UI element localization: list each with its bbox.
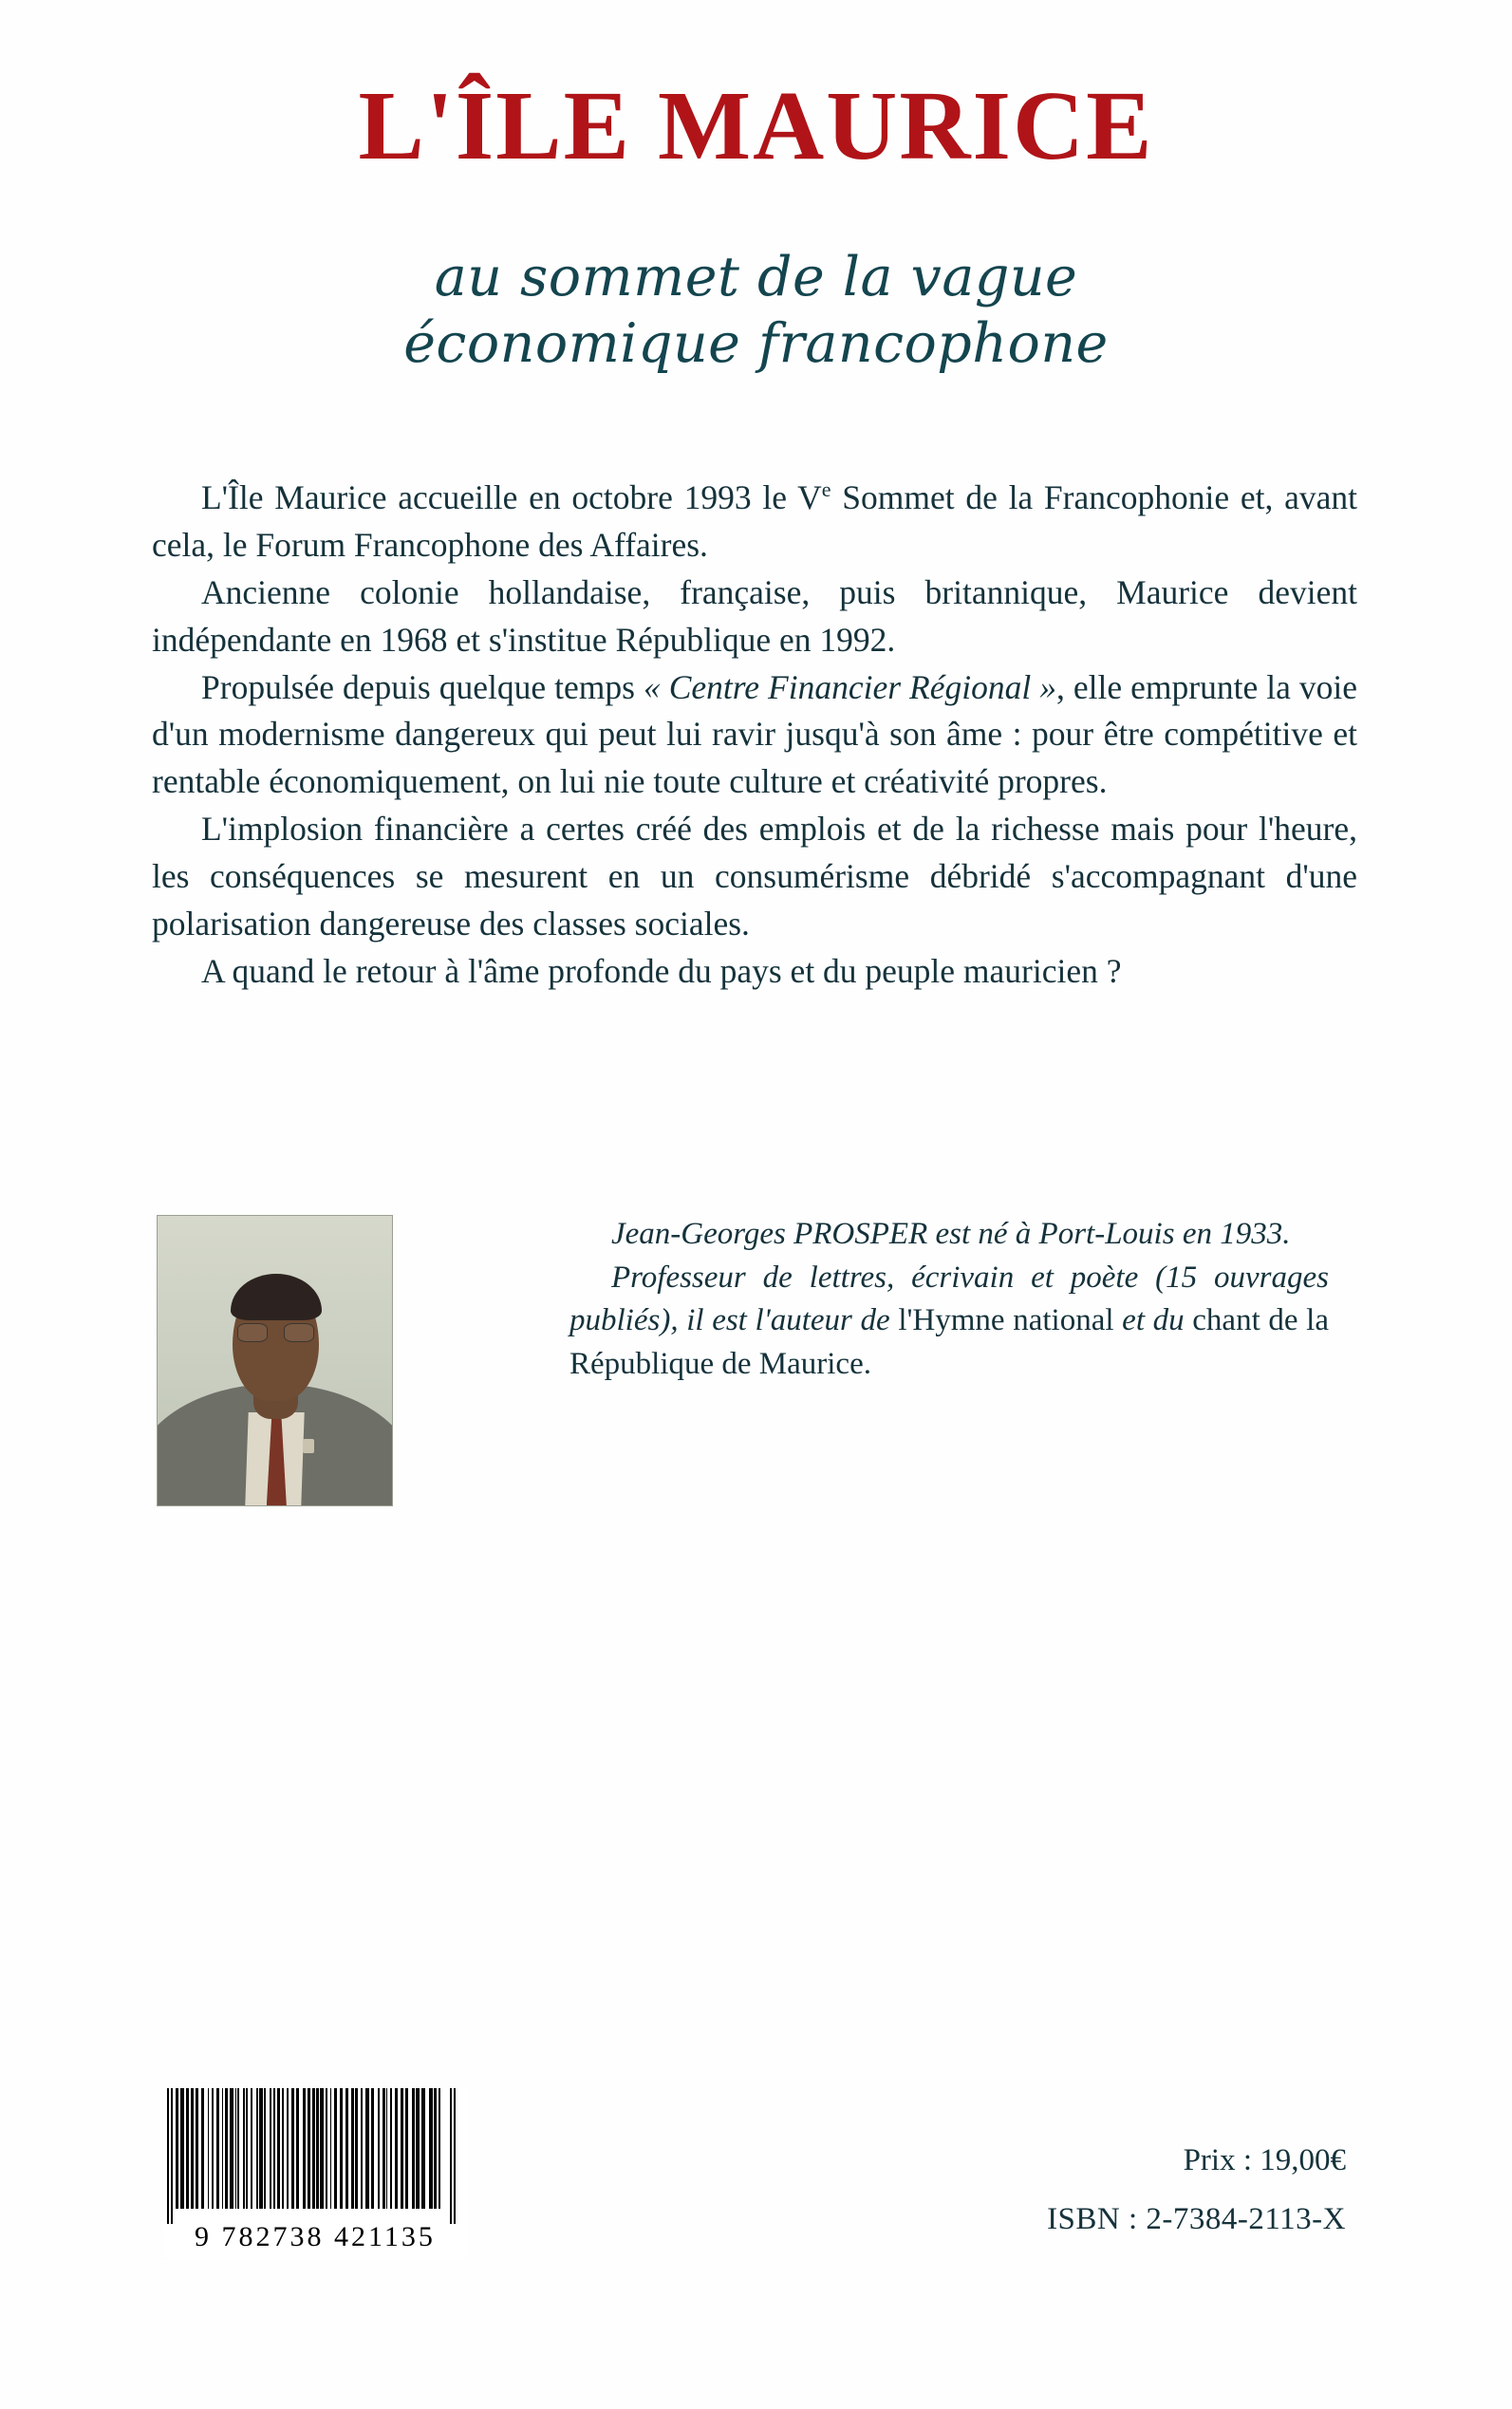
- barcode-bar: [421, 2088, 425, 2209]
- barcode-bar: [351, 2088, 354, 2209]
- barcode-bar: [196, 2088, 198, 2209]
- barcode-bar: [365, 2088, 369, 2209]
- barcode-bar: [405, 2088, 408, 2209]
- barcode-bar: [326, 2088, 327, 2209]
- barcode-bar: [180, 2088, 184, 2209]
- blurb-paragraph-4: L'implosion financière a certes créé des emplois et de la richesse mais pour l'heure, les conséquences se mesurent en un consumérisme débridé s'accompagnant d'une polarisation dangereuse des classes sociales.: [152, 810, 1357, 943]
- barcode-bar: [251, 2088, 252, 2209]
- page-title: L'ÎLE MAURICE: [358, 71, 1154, 180]
- barcode-bar: [208, 2088, 209, 2209]
- barcode-bar: [167, 2088, 169, 2224]
- barcode-bar: [235, 2088, 236, 2209]
- portrait-glasses-right: [284, 1323, 314, 1342]
- barcode-bar: [361, 2088, 363, 2209]
- barcode-bar: [246, 2088, 248, 2209]
- author-bio-paragraph-2: [569, 1257, 1329, 1387]
- barcode-bar: [273, 2088, 275, 2209]
- author-bio-roman-2: chant de la République de Maurice.: [569, 1303, 1329, 1381]
- barcode-bar: [186, 2088, 189, 2209]
- barcode-bar: [345, 2088, 348, 2209]
- barcode-bar: [429, 2088, 433, 2209]
- blurb-paragraph-5: A quand le retour à l'âme profonde du pays et du peuple mauricien ?: [201, 951, 1122, 990]
- barcode-bar: [386, 2088, 387, 2209]
- barcode-bar: [270, 2088, 271, 2209]
- price-label: Prix : 19,00€: [1183, 2143, 1346, 2177]
- barcode: [163, 2088, 467, 2259]
- barcode-bar: [371, 2088, 374, 2209]
- subtitle-line-2: économique francophone: [403, 311, 1109, 375]
- barcode-bars: [163, 2088, 467, 2224]
- barcode-bar: [259, 2088, 263, 2209]
- barcode-bar: [308, 2088, 310, 2209]
- author-bio-paragraph-1: Jean-Georges PROSPER est né à Port-Louis en 1933.: [611, 1217, 1291, 1251]
- author-bio-part-2: et du: [1113, 1303, 1193, 1338]
- portrait-lapel-pin: [303, 1439, 314, 1453]
- barcode-bar: [401, 2088, 403, 2209]
- barcode-bar: [330, 2088, 331, 2209]
- page-subtitle: [0, 245, 1512, 377]
- barcode-bar: [216, 2088, 219, 2209]
- barcode-bar: [450, 2088, 452, 2224]
- barcode-bar: [201, 2088, 204, 2209]
- isbn-label: ISBN : 2-7384-2113-X: [1047, 2202, 1346, 2236]
- barcode-bar: [303, 2088, 306, 2209]
- barcode-bar: [439, 2088, 440, 2209]
- barcode-bar: [390, 2088, 392, 2209]
- author-bio-part-1: Professeur de lettres, écrivain et poète (15 ouvrages publiés), il est l'auteur de: [569, 1260, 1329, 1338]
- barcode-bar: [287, 2088, 289, 2209]
- barcode-bar: [296, 2088, 299, 2209]
- blurb-text: [152, 475, 1357, 996]
- barcode-bar: [243, 2088, 245, 2209]
- portrait-glasses-left: [237, 1323, 268, 1342]
- barcode-bar: [237, 2088, 239, 2209]
- barcode-bar: [454, 2088, 456, 2224]
- barcode-bar: [434, 2088, 437, 2209]
- barcode-bar: [378, 2088, 380, 2209]
- barcode-bar: [291, 2088, 294, 2209]
- barcode-bar: [334, 2088, 337, 2209]
- barcode-bar: [225, 2088, 228, 2209]
- barcode-bar: [212, 2088, 214, 2209]
- barcode-bar: [340, 2088, 343, 2209]
- barcode-bar: [383, 2088, 385, 2209]
- barcode-bar: [171, 2088, 173, 2224]
- author-bio-roman-1: l'Hymne national: [898, 1303, 1114, 1338]
- author-biography: [569, 1213, 1329, 1386]
- barcode-bar: [191, 2088, 194, 2209]
- barcode-bar: [355, 2088, 358, 2209]
- barcode-bar: [256, 2088, 258, 2209]
- barcode-bar: [395, 2088, 398, 2209]
- blurb-paragraph-2: Ancienne colonie hollandaise, française, puis britannique, Maurice devient indépendante en 1968 et s'institue République en 1992.: [152, 572, 1357, 659]
- barcode-bar: [312, 2088, 315, 2209]
- subtitle-line-1: au sommet de la vague: [434, 246, 1078, 308]
- barcode-bar: [320, 2088, 324, 2209]
- barcode-bar: [277, 2088, 280, 2209]
- barcode-bar: [316, 2088, 319, 2209]
- barcode-bar: [412, 2088, 415, 2209]
- blurb-paragraph-1: L'Île Maurice accueille en octobre 1993 le Ve Sommet de la Francophonie et, avant cela, le Forum Francophone des Affaires.: [152, 477, 1357, 564]
- barcode-bar: [230, 2088, 233, 2209]
- barcode-bar: [222, 2088, 223, 2209]
- barcode-bar: [416, 2088, 420, 2209]
- blurb-paragraph-3: Propulsée depuis quelque temps « Centre Financier Régional », elle emprunte la voie d'un modernisme dangereux qui peut lui ravir jusqu'à son âme : pour être compétitive et rentable économiquement, on lui nie toute culture et créativité propres.: [152, 667, 1357, 801]
- barcode-bar: [264, 2088, 266, 2209]
- barcode-digits: 9 782738 421135: [195, 2221, 436, 2252]
- barcode-bar: [176, 2088, 178, 2209]
- author-portrait: [157, 1215, 393, 1506]
- barcode-bar: [282, 2088, 284, 2209]
